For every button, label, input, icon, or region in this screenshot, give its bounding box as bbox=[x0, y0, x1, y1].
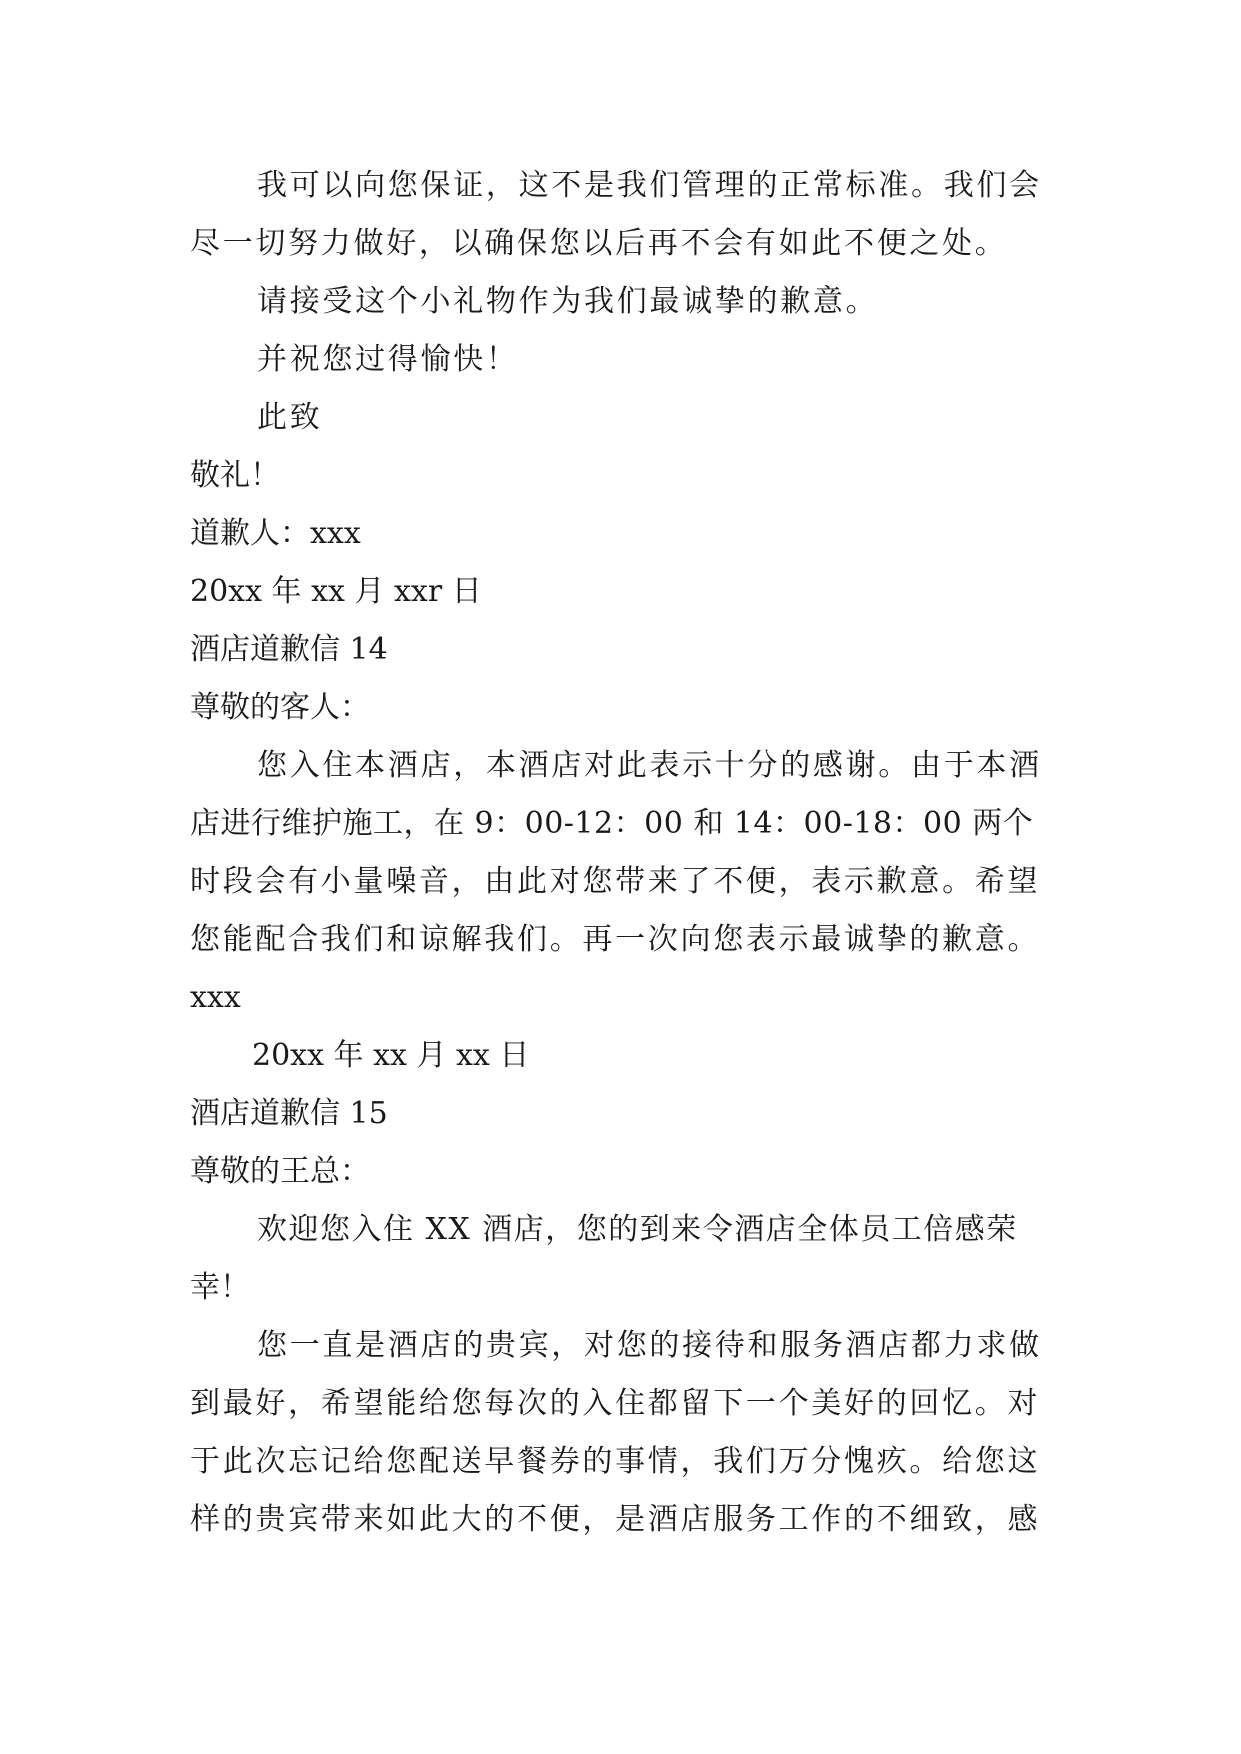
date-line: 20xx 年 xx 月 xxr 日 bbox=[190, 574, 482, 609]
paragraph-line: 您入住本酒店，本酒店对此表示十分的感谢。由于本酒 bbox=[257, 748, 1042, 783]
closing-salutation: 此致 bbox=[257, 400, 323, 435]
letter-heading: 酒店道歉信 14 bbox=[190, 632, 388, 667]
paragraph-line: 您一直是酒店的贵宾，对您的接待和服务酒店都力求做 bbox=[257, 1328, 1042, 1363]
paragraph-line: 我可以向您保证，这不是我们管理的正常标准。我们会 bbox=[257, 168, 1042, 203]
closing-wish: 并祝您过得愉快！ bbox=[257, 342, 519, 377]
paragraph-line: 欢迎您入住 XX 酒店，您的到来令酒店全体员工倍感荣 bbox=[257, 1212, 1018, 1247]
paragraph-line: 店进行维护施工，在 9：00-12：00 和 14：00-18：00 两个 bbox=[190, 806, 1034, 841]
signature-line: 道歉人：xxx bbox=[190, 516, 361, 551]
paragraph-line: 您能配合我们和谅解我们。再一次向您表示最诚挚的歉意。 bbox=[190, 922, 1041, 957]
greeting-line: 尊敬的客人： bbox=[190, 690, 370, 725]
greeting-line: 尊敬的王总： bbox=[190, 1154, 370, 1189]
date-line: 20xx 年 xx 月 xx 日 bbox=[252, 1038, 530, 1073]
signature-line: xxx bbox=[190, 980, 241, 1015]
paragraph-line: 时段会有小量噪音，由此对您带来了不便，表示歉意。希望 bbox=[190, 864, 1041, 899]
paragraph-line: 于此次忘记给您配送早餐券的事情，我们万分愧疚。给您这 bbox=[190, 1444, 1041, 1479]
paragraph-line: 请接受这个小礼物作为我们最诚挚的歉意。 bbox=[257, 284, 879, 319]
paragraph-line: 到最好，希望能给您每次的入住都留下一个美好的回忆。对 bbox=[190, 1386, 1041, 1421]
closing-regards: 敬礼！ bbox=[190, 458, 280, 493]
paragraph-line: 尽一切努力做好，以确保您以后再不会有如此不便之处。 bbox=[190, 226, 1008, 261]
paragraph-line: 幸！ bbox=[190, 1270, 250, 1305]
paragraph-line: 样的贵宾带来如此大的不便，是酒店服务工作的不细致，感 bbox=[190, 1502, 1041, 1537]
letter-heading: 酒店道歉信 15 bbox=[190, 1096, 388, 1131]
